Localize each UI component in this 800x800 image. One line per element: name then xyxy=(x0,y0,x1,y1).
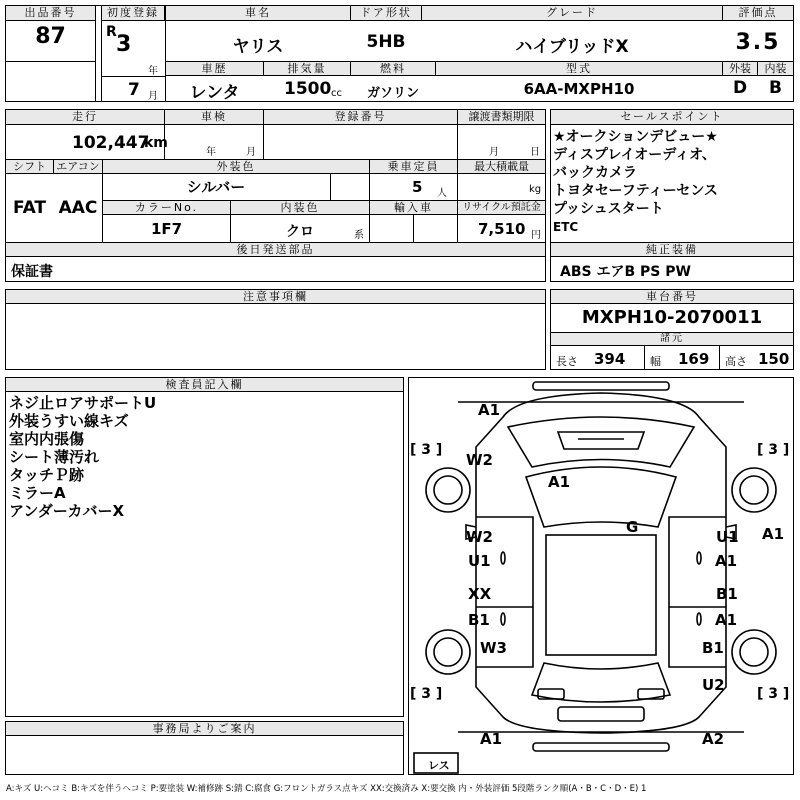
tire-rr-inner xyxy=(740,638,768,666)
reg-year: 3 xyxy=(116,32,132,57)
history: レンタ xyxy=(189,83,240,103)
mark-bumper-rr: A2 xyxy=(702,730,725,748)
sales-line: バックカメラ xyxy=(553,165,637,181)
tire-rl xyxy=(426,630,470,674)
door-label: ドア形状 xyxy=(350,5,422,21)
row2-divider-b xyxy=(263,109,264,159)
fuel: ガソリン xyxy=(366,86,419,101)
recycle-label: リサイクル預託金 xyxy=(457,200,546,215)
recycle: 7,510 xyxy=(478,220,526,238)
inspector-line: ネジ止ロアサポートU xyxy=(9,394,157,412)
recycle-unit: 円 xyxy=(531,230,541,241)
lot-right-border xyxy=(95,5,96,102)
tire-fl xyxy=(426,468,470,512)
import-label: 輸入車 xyxy=(369,200,458,215)
inspector-line: 外装うすい線キズ xyxy=(9,412,129,430)
mark-quarter-l: W3 xyxy=(480,639,507,657)
transfer-day: 日 xyxy=(530,147,540,158)
ac-label: エアコン xyxy=(53,159,103,174)
height-label: 高さ xyxy=(725,355,747,368)
mark-door-fl-w: W2 xyxy=(466,528,493,546)
sales-line: プッシュスタート xyxy=(553,201,664,217)
mark-bumper-rl: A1 xyxy=(480,730,503,748)
tire-rr xyxy=(732,630,776,674)
transfer-label: 譲渡書類期限 xyxy=(457,109,546,125)
exterior-label: 外装 xyxy=(722,61,758,76)
transfer-month: 月 xyxy=(489,147,499,158)
car-name: ヤリス xyxy=(232,37,284,57)
spec-label: 諸元 xyxy=(550,332,794,346)
load-label: 最大積載量 xyxy=(457,159,546,174)
int-color-suffix: 系 xyxy=(354,230,364,241)
mark-fender-r: A1 xyxy=(762,525,785,543)
tire-rl-inner xyxy=(434,638,462,666)
mark-door-rl-x: XX xyxy=(468,585,492,603)
grille-shape xyxy=(558,432,644,449)
grade-label: グレード xyxy=(421,5,723,21)
row2-divider-c xyxy=(457,109,458,159)
mark-hood-left: W2 xyxy=(466,451,493,469)
color: シルバー xyxy=(186,178,246,196)
mark-door-rl-b: B1 xyxy=(468,611,490,629)
ac: AAC xyxy=(58,198,98,218)
tire-depth-rl: [ 3 ] xyxy=(410,686,443,702)
sales-line: ETC xyxy=(553,220,579,234)
model-label: 型式 xyxy=(435,61,723,76)
legend: A:キズ U:ヘコミ B:キズを伴うヘコミ P:要塗装 W:補修跡 S:錆 C:腐食 G:フロントガラス点キズ XX:交換済み X:要交換 内・外装評価 5段階ランク順(A・B・C・D・E) 1 xyxy=(6,784,647,794)
car-name-label: 車名 xyxy=(165,5,351,21)
door-type: 5HB xyxy=(366,32,406,52)
equip-label: 純正装備 xyxy=(550,242,794,257)
spec-div-1 xyxy=(644,346,645,370)
tire-depth-fl: [ 3 ] xyxy=(410,442,443,458)
handle-fr xyxy=(697,552,701,564)
grade: ハイブリッドX xyxy=(515,37,629,57)
capacity-unit: 人 xyxy=(437,188,447,199)
mark-door-rr-a: A1 xyxy=(715,611,738,629)
width-label: 幅 xyxy=(650,355,661,368)
inspection-month: 月 xyxy=(246,147,256,158)
lot-number: 87 xyxy=(35,24,66,49)
mark-door-rr-b: B1 xyxy=(716,585,738,603)
reg-year-unit: 年 xyxy=(148,66,158,77)
row2-divider-a xyxy=(164,109,165,159)
mark-door-fr-u: U1 xyxy=(716,528,739,546)
handle-rr xyxy=(697,613,701,625)
first-reg-label: 初度登録 xyxy=(101,5,165,21)
mark-door-fl-u: U1 xyxy=(468,552,491,570)
shift-label: シフト xyxy=(5,159,54,174)
mark-roof: A1 xyxy=(548,473,571,491)
int-color-label: 内装色 xyxy=(230,200,370,215)
sales-points xyxy=(553,128,793,236)
mark-front: A1 xyxy=(478,401,501,419)
inspector-line: アンダーカバーX xyxy=(9,502,125,520)
rear-bumper-shape xyxy=(533,743,669,751)
reg-no-label: 登録番号 xyxy=(263,109,458,125)
exterior-grade: D xyxy=(732,78,748,98)
tire-fl-inner xyxy=(434,476,462,504)
tire-fr-inner xyxy=(740,476,768,504)
rear-panel xyxy=(558,707,644,721)
car-body-outline xyxy=(476,393,726,733)
import-sub-divider xyxy=(413,215,414,242)
displacement-label: 排気量 xyxy=(263,61,351,76)
tire-depth-fr: [ 3 ] xyxy=(757,442,790,458)
color-sub-divider xyxy=(330,174,331,200)
length-label: 長さ xyxy=(556,355,578,368)
era-mark: R xyxy=(106,24,117,40)
chassis-number: MXPH10-2070011 xyxy=(581,307,763,328)
color-no: 1F7 xyxy=(150,220,183,238)
sales-line: トヨタセーフティーセンス xyxy=(553,183,718,199)
shift: FAT xyxy=(12,198,47,218)
inspector-line: シート薄汚れ xyxy=(9,448,100,466)
score: 3.5 xyxy=(735,30,781,55)
spare-tire: レス xyxy=(428,759,450,772)
front-bumper-shape xyxy=(533,382,669,390)
first-reg-left-border xyxy=(101,5,102,102)
mileage: 102,447 xyxy=(72,133,150,153)
handle-rl xyxy=(501,613,505,625)
displacement-unit: cc xyxy=(331,88,342,99)
inspector-line: ミラーA xyxy=(9,484,66,502)
inspector-notes xyxy=(9,394,399,520)
load-unit: kg xyxy=(529,184,542,195)
history-label: 車歴 xyxy=(165,61,264,76)
int-color-left xyxy=(230,200,231,242)
chassis-label: 車台番号 xyxy=(550,289,794,304)
car-diagram xyxy=(408,377,794,775)
roof-shape xyxy=(546,535,656,655)
lot-divider xyxy=(5,61,96,62)
handle-fl xyxy=(501,552,505,564)
inspection-label: 車検 xyxy=(164,109,264,125)
capacity-label: 乗車定員 xyxy=(369,159,458,174)
mark-glass: G xyxy=(626,518,639,536)
length: 394 xyxy=(594,350,626,368)
fuel-label: 燃料 xyxy=(350,61,436,76)
lot-label: 出品番号 xyxy=(5,5,96,21)
inspection-year: 年 xyxy=(206,147,216,158)
mark-quarter-r: B1 xyxy=(702,639,724,657)
inspector-label: 検査員記入欄 xyxy=(5,377,404,392)
reg-month: 7 xyxy=(128,80,140,100)
equip-items: ABS エアB PS PW xyxy=(560,264,691,280)
inspector-line: タッチＰ跡 xyxy=(9,466,85,484)
interior-label: 内装 xyxy=(757,61,794,76)
width: 169 xyxy=(678,350,710,368)
later-parts-label: 後日発送部品 xyxy=(5,242,546,257)
capacity: 5 xyxy=(412,178,423,196)
score-label: 評価点 xyxy=(722,5,794,21)
rear-window-shape xyxy=(532,663,670,702)
mark-tail-r: U2 xyxy=(702,676,725,694)
inspector-line: 室内内張傷 xyxy=(9,430,85,448)
sales-line: ディスプレイオーディオ、 xyxy=(553,147,716,163)
first-reg-divider xyxy=(101,76,165,77)
mileage-label: 走行 xyxy=(5,109,165,125)
model: 6AA-MXPH10 xyxy=(523,80,635,98)
reg-month-unit: 月 xyxy=(148,91,158,102)
interior-grade: B xyxy=(769,78,782,98)
displacement: 1500 xyxy=(284,79,332,99)
hood-outline xyxy=(508,417,694,467)
height: 150 xyxy=(758,350,790,368)
mark-door-fr-a: A1 xyxy=(715,552,738,570)
tire-depth-rr: [ 3 ] xyxy=(757,686,790,702)
sales-label: セールスポイント xyxy=(550,109,794,125)
office-label: 事務局よりご案内 xyxy=(5,721,404,736)
spec-div-2 xyxy=(719,346,720,370)
caution-label: 注意事項欄 xyxy=(5,289,546,304)
int-color: クロ xyxy=(286,224,314,240)
tire-fr xyxy=(732,468,776,512)
later-parts-item: 保証書 xyxy=(11,264,53,280)
sales-line: ★オークションデビュー★ xyxy=(553,129,718,145)
color-no-label: カラーNo. xyxy=(102,200,231,215)
mileage-unit: km xyxy=(144,135,168,151)
color-label: 外装色 xyxy=(102,159,370,174)
